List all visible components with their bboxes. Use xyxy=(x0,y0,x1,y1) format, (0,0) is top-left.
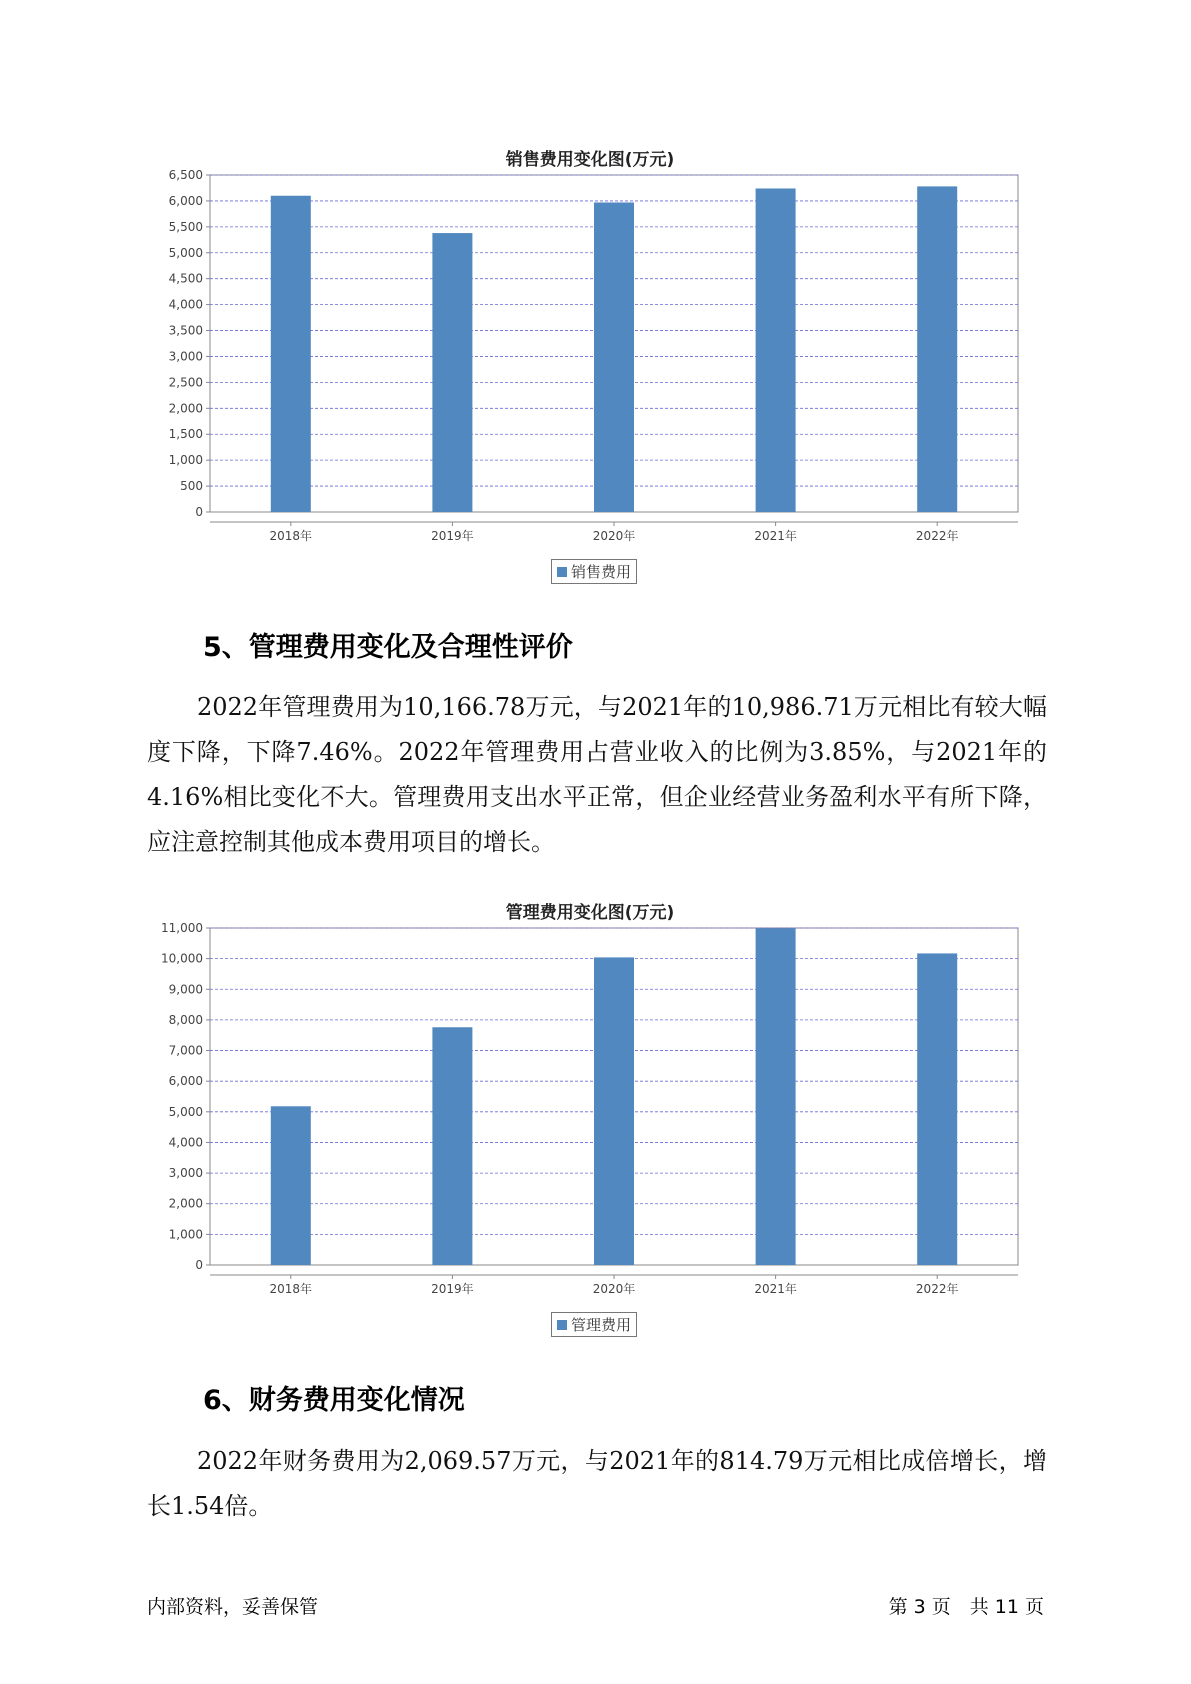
section-6-heading: 6、财务费用变化情况 xyxy=(203,1385,465,1416)
admin-expense-chart-svg xyxy=(150,923,1030,1323)
bar-2019年 xyxy=(432,1027,472,1265)
y-tick-label: 6,000 xyxy=(168,193,203,208)
legend-label: 销售费用 xyxy=(571,563,632,581)
bar-2018年 xyxy=(271,1106,311,1265)
x-tick-label: 2022年 xyxy=(915,1282,959,1296)
legend-label: 管理费用 xyxy=(571,1316,632,1334)
y-tick-label: 10,000 xyxy=(161,951,203,966)
x-tick-label: 2018年 xyxy=(269,529,313,543)
y-tick-label: 3,500 xyxy=(168,323,203,338)
y-tick-label: 6,500 xyxy=(168,170,203,182)
footer-page-number: 第 3 页 共 11 页 xyxy=(888,1596,1044,1618)
legend-swatch xyxy=(557,1320,567,1330)
y-tick-label: 2,500 xyxy=(168,375,203,390)
bar-2019年 xyxy=(432,233,472,512)
sales-expense-chart xyxy=(150,140,1030,590)
x-tick-label: 2020年 xyxy=(592,1282,636,1296)
bar-2022年 xyxy=(917,186,957,512)
x-tick-label: 2021年 xyxy=(754,529,797,543)
y-tick-label: 4,500 xyxy=(168,271,203,286)
y-tick-label: 0 xyxy=(195,505,203,519)
y-tick-label: 6,000 xyxy=(168,1074,203,1089)
y-tick-label: 0 xyxy=(195,1258,203,1272)
x-tick-label: 2018年 xyxy=(269,1282,313,1296)
chart-title: 销售费用变化图(万元) xyxy=(505,150,675,170)
section-5-paragraph: 2022年管理费用为10,166.78万元，与2021年的10,986.71万元相比有较大幅度下降，下降7.46%。2022年管理费用占营业收入的比例为3.85%，与2021年的4.16%相比变化不大。管理费用支出水平正常，但企业经营业务盈利水平有所下降，应注意控制其他成本费用项目的增长。 xyxy=(147,693,1047,856)
x-tick-label: 2022年 xyxy=(915,529,959,543)
bar-2021年 xyxy=(756,188,796,512)
footer-confidential: 内部资料，妥善保管 xyxy=(147,1596,319,1618)
legend-swatch xyxy=(557,567,567,577)
y-tick-label: 5,500 xyxy=(168,219,203,234)
chart-title: 管理费用变化图(万元) xyxy=(505,903,675,923)
x-tick-label: 2021年 xyxy=(754,1282,797,1296)
y-tick-label: 2,000 xyxy=(168,1196,203,1211)
y-tick-label: 5,000 xyxy=(168,245,203,260)
y-tick-label: 3,000 xyxy=(168,1166,203,1181)
y-tick-label: 3,000 xyxy=(168,349,203,364)
bar-2020年 xyxy=(594,202,634,512)
y-tick-label: 5,000 xyxy=(168,1104,203,1119)
y-tick-label: 500 xyxy=(180,479,203,494)
y-tick-label: 7,000 xyxy=(168,1043,203,1058)
y-tick-label: 2,000 xyxy=(168,401,203,416)
section-6-paragraph: 2022年财务费用为2,069.57万元，与2021年的814.79万元相比成倍增长，增长1.54倍。 xyxy=(147,1447,1047,1520)
bar-2020年 xyxy=(594,957,634,1265)
y-tick-label: 8,000 xyxy=(168,1012,203,1027)
x-tick-label: 2019年 xyxy=(431,529,474,543)
y-tick-label: 4,000 xyxy=(168,1135,203,1150)
chart-legend xyxy=(551,1312,637,1337)
section-5-heading: 5、管理费用变化及合理性评价 xyxy=(203,632,573,663)
bar-2022年 xyxy=(917,953,957,1265)
y-tick-label: 1,000 xyxy=(168,453,203,468)
chart-legend xyxy=(551,559,637,584)
y-tick-label: 9,000 xyxy=(168,982,203,997)
y-tick-label: 4,000 xyxy=(168,297,203,312)
sales-expense-chart-svg xyxy=(150,170,1030,570)
y-tick-label: 1,500 xyxy=(168,427,203,442)
y-tick-label: 1,000 xyxy=(168,1227,203,1242)
bar-2021年 xyxy=(756,928,796,1265)
bar-2018年 xyxy=(271,196,311,512)
y-tick-label: 11,000 xyxy=(161,923,203,935)
admin-expense-chart xyxy=(150,893,1030,1343)
x-tick-label: 2020年 xyxy=(592,529,636,543)
x-tick-label: 2019年 xyxy=(431,1282,474,1296)
